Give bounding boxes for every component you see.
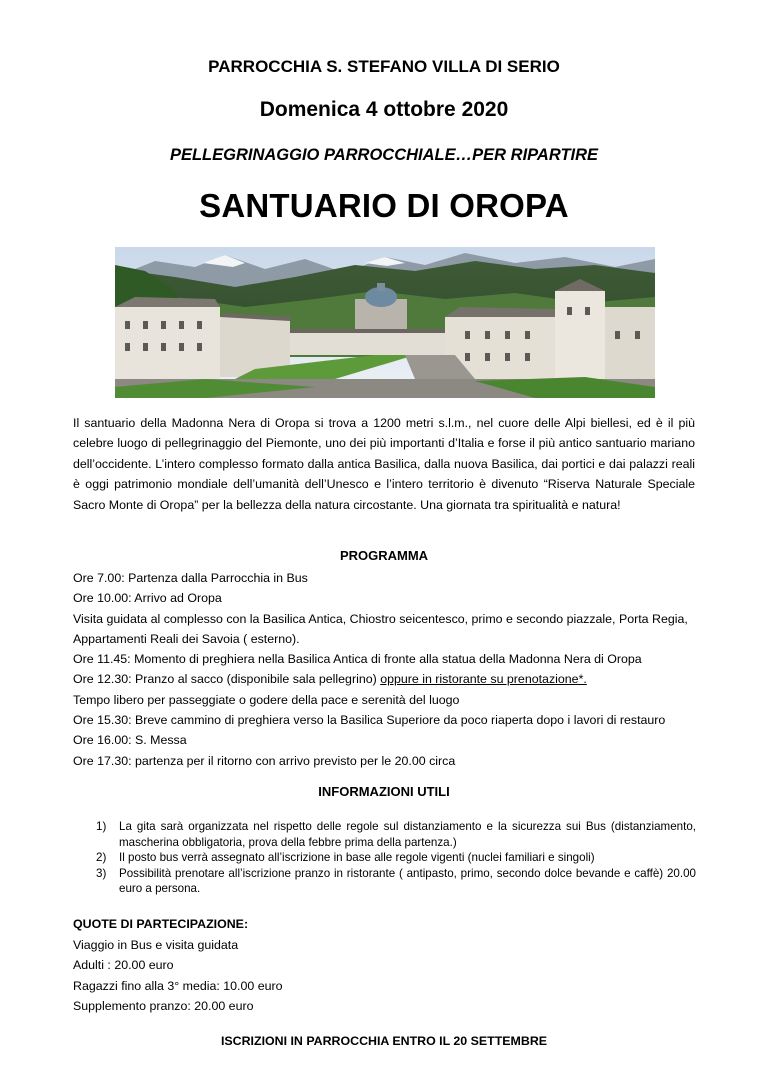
intro-paragraph: Il santuario della Madonna Nera di Oropa si trova a 1200 metri s.l.m., nel cuore delle Alpi biellesi, ed è il più celebre luogo di pellegrinaggio del Piemonte, uno dei più importanti d’Italia e forse il più antico santuario mariano dell’occidente. L’intero complesso formato dalla antica Basilica, dalla nuova Basilica, dai portici e dai palazzi reali è oggi patrimonio mondiale dell’umanità dell’Unesco e l’intero territorio è divenuto “Riserva Naturale Speciale Sacro Monte di Oropa” per la bellezza della natura circostante. Una giornata tra spiritualità e natura! — [73, 416, 695, 512]
quote-heading: QUOTE DI PARTECIPAZIONE: — [73, 917, 249, 931]
quote-list — [73, 935, 573, 1016]
info-list — [96, 819, 696, 897]
program-line: Ore 7.00: Partenza dalla Parrocchia in Bus — [73, 571, 308, 585]
info-item-number: 2) — [96, 851, 107, 864]
program-line — [73, 669, 703, 689]
pilgrimage-subtitle: PELLEGRINAGGIO PARROCCHIALE…PER RIPARTIRE — [169, 146, 599, 164]
registration-note: ISCRIZIONI IN PARROCCHIA ENTRO IL 20 SETTEMBRE — [220, 1034, 548, 1048]
program-line: Appartamenti Reali dei Savoia ( esterno). — [73, 631, 300, 646]
program-line: Ore 10.00: Arrivo ad Oropa — [73, 591, 222, 606]
info-heading: INFORMAZIONI UTILI — [318, 784, 450, 799]
info-item — [96, 819, 696, 850]
restaurant-note: oppure in ristorante su prenotazione*. — [380, 672, 587, 687]
info-item-number: 3) — [96, 866, 107, 880]
info-item-text: Il posto bus verrà assegnato all’iscrizione in base alle regole vigenti (nuclei familiari e singoli) — [119, 851, 595, 864]
program-line: Ore 16.00: S. Messa — [73, 733, 187, 748]
quote-line: Supplemento pranzo: 20.00 euro — [73, 998, 254, 1013]
info-item — [96, 866, 696, 897]
program-line: Visita guidata al complesso con la Basilica Antica, Chiostro seicentesco, primo e secondo piazzale, Porta Regia, — [73, 611, 688, 626]
quote-line: Ragazzi fino alla 3° media: 10.00 euro — [73, 978, 283, 993]
event-date: Domenica 4 ottobre 2020 — [259, 98, 509, 121]
program-heading: PROGRAMMA — [339, 548, 429, 563]
program-list — [73, 568, 703, 771]
program-line-lunch: Ore 12.30: Pranzo al sacco (disponibile sala pellegrino) — [73, 672, 381, 687]
info-item-text: Possibilità prenotare all’iscrizione pranzo in ristorante ( antipasto, primo, secondo dolce bevande e caffè) 20.00 euro a persona. — [119, 866, 696, 895]
info-item — [96, 850, 696, 866]
sanctuary-photo — [115, 247, 655, 398]
program-line: Ore 17.30: partenza per il ritorno con arrivo previsto per le 20.00 circa — [73, 753, 456, 768]
page-title: SANTUARIO DI OROPA — [199, 187, 569, 224]
quote-line: Viaggio in Bus e visita guidata — [73, 938, 239, 952]
parish-heading: PARROCCHIA S. STEFANO VILLA DI SERIO — [208, 57, 560, 76]
program-line: Ore 15.30: Breve cammino di preghiera verso la Basilica Superiore da poco riaperta dopo i lavori di restauro — [73, 713, 666, 728]
info-item-number: 1) — [96, 820, 107, 833]
program-line: Ore 11.45: Momento di preghiera nella Basilica Antica di fronte alla statua della Madonna Nera di Oropa — [73, 652, 642, 667]
program-line: Tempo libero per passeggiate o godere della pace e serenità del luogo — [73, 692, 460, 707]
info-item-text: La gita sarà organizzata nel rispetto delle regole sul distanziamento e la sicurezza sui Bus (distanziamento, mascherina obbligatoria, prova della febbre prima della partenza.) — [119, 820, 696, 849]
quote-line: Adulti : 20.00 euro — [73, 958, 174, 973]
